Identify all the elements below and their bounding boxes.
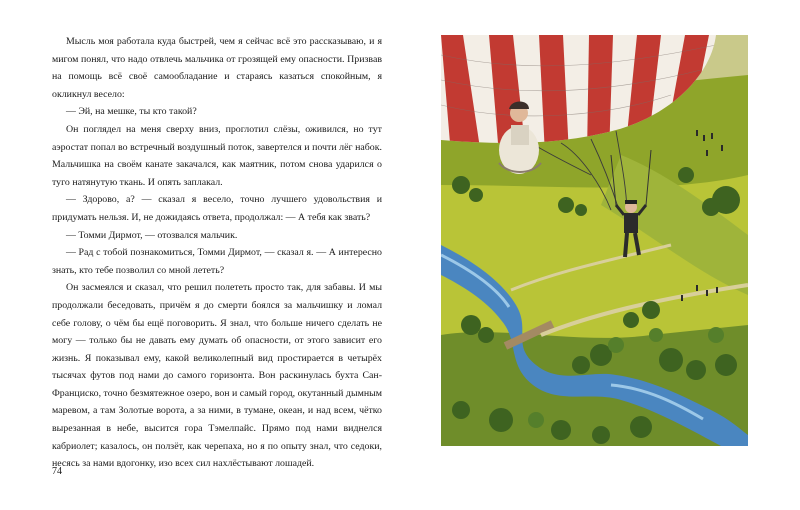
paragraph: Мысль моя работала куда быстрей, чем я сейчас всё это рассказываю, и я мигом понял, что надо отвлечь мальчика от грозящей ему опасности. Призвав на помощь всё своё самообладание и стараясь казаться спокойным, я окликнул весело: [52, 36, 382, 100]
page-number: 74 [52, 466, 62, 477]
dialogue-line: — Рад с тобой познакомиться, Томми Дирмот, — сказал я. — А интересно знать, кто тебе позволил со мной лететь? [52, 247, 382, 276]
paragraph: Он засмеялся и сказал, что решил полететь просто так, для забавы. И мы продолжали беседовать, причём я до смерти боялся за мальчишку и ломал себе голову, о чём бы ещё поговорить. Я знал, что больше ничего сделать не могу — только бы не давать ему думать об опасности, от этого зависит его жизнь. Я показывал ему, какой великолепный вид простирается в четырёх тысячах футов под нами до самого горизонта. Вон раскинулась бухта Сан-Франциско, точно безмятежное озеро, вон и самый город, окутанный дымным маревом, а там Золотые ворота, а за ними, в тумане, океан, и над всем, чётко вырезанная в небе, высится гора Тэмелпайс. Прямо под нами виднелся кабриолет; казалось, он ползёт, как черепаха, но я по опыту знал, что седоки, несясь за нами вдогонку, изо всех сил нахлёстывают лошадей. [52, 282, 382, 470]
right-page [400, 0, 800, 510]
dialogue-line: — Томми Дирмот, — отозвался мальчик. [66, 229, 238, 241]
story-text [52, 33, 382, 473]
dialogue-line: — Здорово, а? — сказал я весело, точно лучшего удовольствия и придумать нельзя. И, не дожидаясь ответа, продолжал: — А тебя как звать? [52, 194, 382, 223]
dialogue-line: — Эй, на мешке, ты кто такой? [66, 106, 197, 118]
balloon-illustration [441, 35, 748, 446]
paragraph: Он поглядел на меня сверху вниз, проглотил слёзы, оживился, но тут аэростат попал во встречный воздушный поток, завертелся и почти лёг набок. Мальчишка на своём канате закачался, как маятник, потом снова ударился о туго натянутую ткань. И опять заплакал. [52, 123, 382, 188]
